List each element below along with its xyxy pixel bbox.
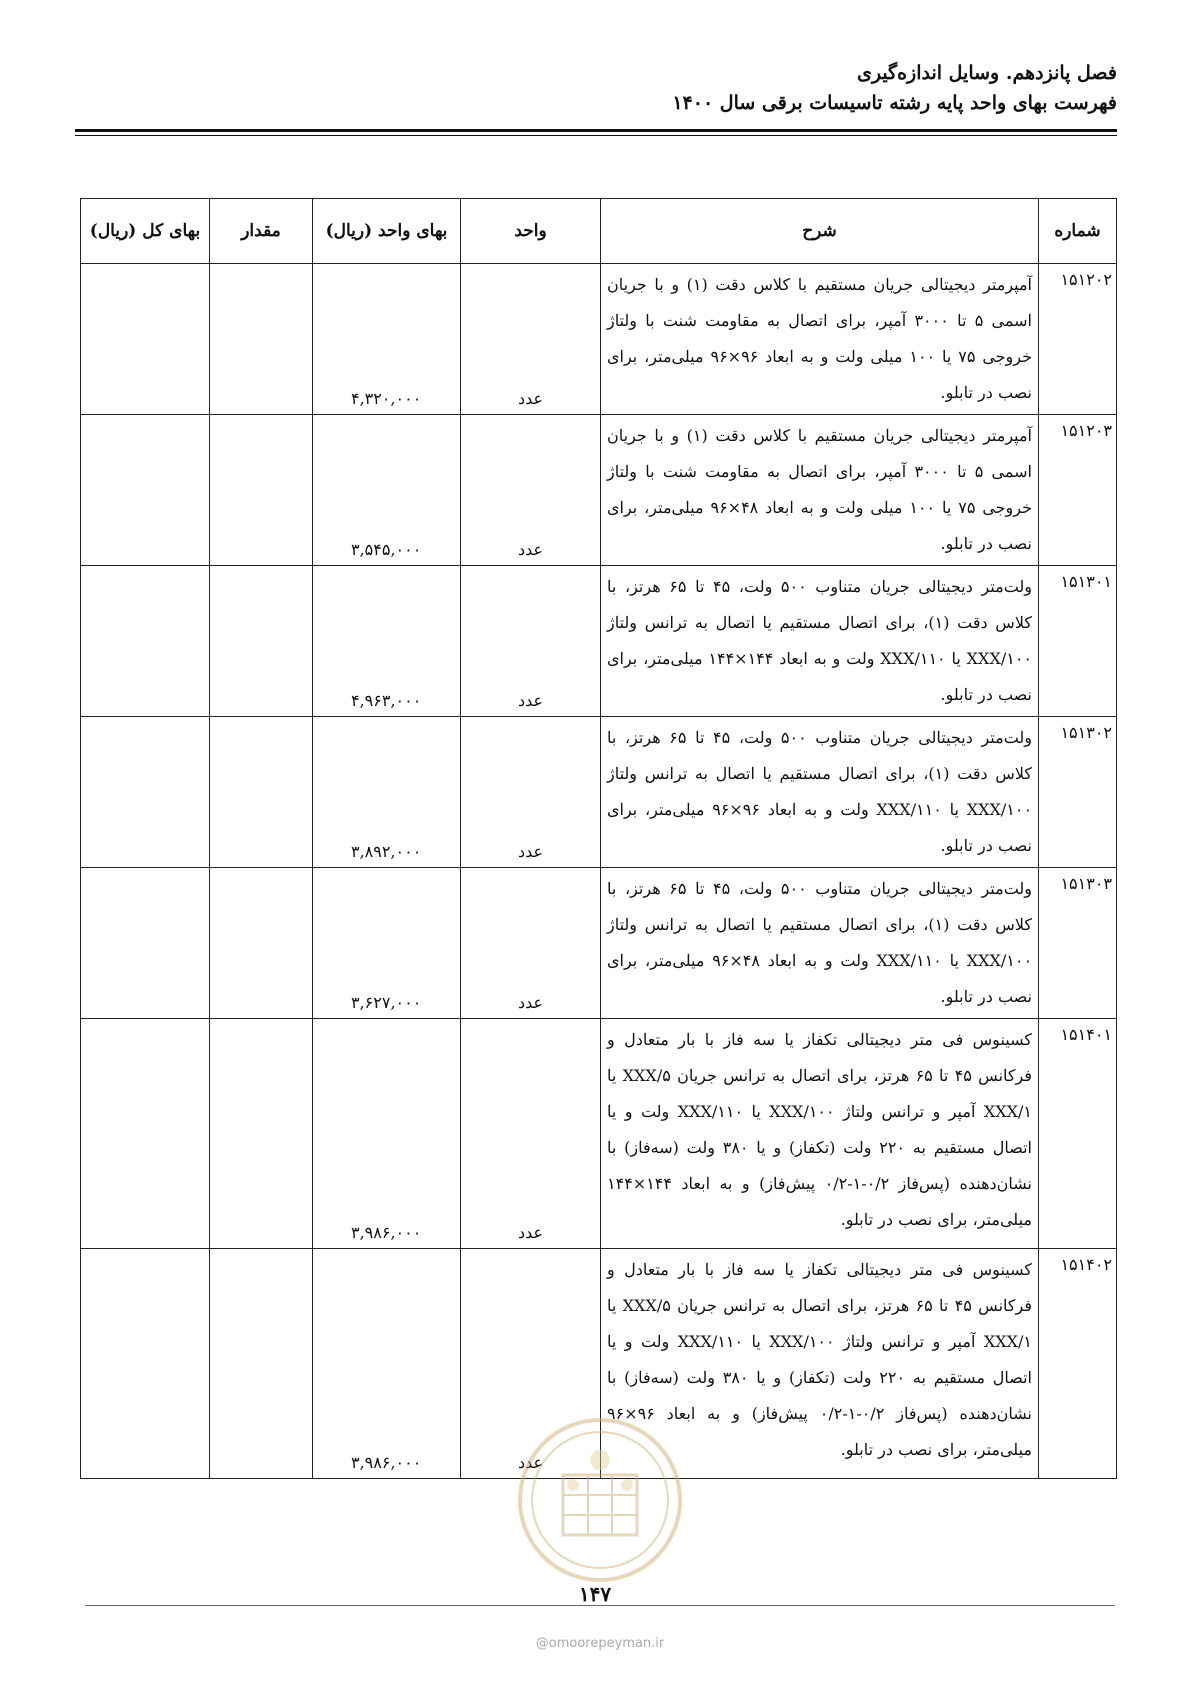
header-unit: واحد [461, 199, 601, 264]
row-quantity [210, 1019, 313, 1249]
row-unit-price: ۴,۳۲۰,۰۰۰ [313, 264, 461, 415]
row-unit: عدد [461, 415, 601, 566]
row-code: ۱۵۱۳۰۲ [1039, 717, 1117, 868]
price-list-table [80, 198, 1117, 1479]
row-description: آمپرمتر دیجیتالی جریان مستقیم با کلاس دقت (۱) و با جریان اسمی ۵ تا ۳۰۰۰ آمپر، برای اتصال به مقاومت شنت با ولتاژ خروجی ۷۵ یا ۱۰۰ میلی ولت و به ابعاد ۹۶×۹۶ میلی‌متر، برای نصب در تابلو. [601, 264, 1039, 415]
website-watermark: @omoorepeyman.ir [535, 1636, 665, 1651]
table-row [81, 415, 1117, 566]
header-rule-thin [75, 135, 1117, 136]
header-code: شماره [1039, 199, 1117, 264]
row-unit-price: ۳,۸۹۲,۰۰۰ [313, 717, 461, 868]
row-quantity [210, 717, 313, 868]
row-unit: عدد [461, 264, 601, 415]
row-unit-price: ۴,۹۶۳,۰۰۰ [313, 566, 461, 717]
row-unit: عدد [461, 566, 601, 717]
header-total-price: بهای کل (ریال) [81, 199, 210, 264]
table-row [81, 264, 1117, 415]
row-unit-price: ۳,۹۸۶,۰۰۰ [313, 1019, 461, 1249]
row-code: ۱۵۱۴۰۲ [1039, 1249, 1117, 1479]
row-unit: عدد [461, 717, 601, 868]
row-quantity [210, 566, 313, 717]
page-number: ۱۴۷ [578, 1582, 612, 1606]
row-quantity [210, 1249, 313, 1479]
row-total-price [81, 415, 210, 566]
header-rule-thick [75, 129, 1117, 132]
row-total-price [81, 1019, 210, 1249]
row-unit: عدد [461, 1019, 601, 1249]
row-unit-price: ۳,۹۸۶,۰۰۰ [313, 1249, 461, 1479]
header-description: شرح [601, 199, 1039, 264]
row-unit-price: ۳,۵۴۵,۰۰۰ [313, 415, 461, 566]
page-header [75, 58, 1117, 118]
row-unit: عدد [461, 868, 601, 1019]
row-description: ولت‌متر دیجیتالی جریان متناوب ۵۰۰ ولت، ۴۵ تا ۶۵ هرتز، با کلاس دقت (۱)، برای اتصال مستقیم یا اتصال به ترانس ولتاژ XXX/۱۰۰ یا XXX/۱۱۰ ولت و به ابعاد ۹۶×۹۶ میلی‌متر، برای نصب در تابلو. [601, 717, 1039, 868]
header-unit-price: بهای واحد (ریال) [313, 199, 461, 264]
table-row [81, 717, 1117, 868]
table-row [81, 566, 1117, 717]
watermark-seal-logo [515, 1415, 685, 1585]
header-quantity: مقدار [210, 199, 313, 264]
table-row [81, 1019, 1117, 1249]
row-quantity [210, 415, 313, 566]
row-quantity [210, 868, 313, 1019]
row-total-price [81, 566, 210, 717]
row-description: کسینوس فی متر دیجیتالی تکفاز یا سه فاز با بار متعادل و فرکانس ۴۵ تا ۶۵ هرتز، برای اتصال به ترانس جریان XXX/۵ یا XXX/۱ آمپر و ترانس ولتاژ XXX/۱۰۰ یا XXX/۱۱۰ ولت و یا اتصال مستقیم به ۲۲۰ ولت (تکفاز) و یا ۳۸۰ ولت (سه‌فاز) با نشان‌دهنده (پس‌فاز ۰/۲-۱-۰/۲ پیش‌فاز) و به ابعاد ۱۴۴×۱۴۴ میلی‌متر، برای نصب در تابلو. [601, 1019, 1039, 1249]
row-unit: عدد [461, 1249, 601, 1479]
row-total-price [81, 1249, 210, 1479]
row-quantity [210, 264, 313, 415]
row-unit-price: ۳,۶۲۷,۰۰۰ [313, 868, 461, 1019]
row-code: ۱۵۱۴۰۱ [1039, 1019, 1117, 1249]
row-code: ۱۵۱۲۰۲ [1039, 264, 1117, 415]
table-row [81, 868, 1117, 1019]
row-total-price [81, 717, 210, 868]
chapter-title: فصل پانزدهم. وسایل اندازه‌گیری [856, 62, 1117, 84]
row-total-price [81, 868, 210, 1019]
row-description: ولت‌متر دیجیتالی جریان متناوب ۵۰۰ ولت، ۴۵ تا ۶۵ هرتز، با کلاس دقت (۱)، برای اتصال مستقیم یا اتصال به ترانس ولتاژ XXX/۱۰۰ یا XXX/۱۱۰ ولت و به ابعاد ۴۸×۹۶ میلی‌متر، برای نصب در تابلو. [601, 868, 1039, 1019]
row-description: ولت‌متر دیجیتالی جریان متناوب ۵۰۰ ولت، ۴۵ تا ۶۵ هرتز، با کلاس دقت (۱)، برای اتصال مستقیم یا اتصال به ترانس ولتاژ XXX/۱۰۰ یا XXX/۱۱۰ ولت و به ابعاد ۱۴۴×۱۴۴ میلی‌متر، برای نصب در تابلو. [601, 566, 1039, 717]
row-description: کسینوس فی متر دیجیتالی تکفاز یا سه فاز با بار متعادل و فرکانس ۴۵ تا ۶۵ هرتز، برای اتصال به ترانس جریان XXX/۵ یا XXX/۱ آمپر و ترانس ولتاژ XXX/۱۰۰ یا XXX/۱۱۰ ولت و یا اتصال مستقیم به ۲۲۰ ولت (تکفاز) و یا ۳۸۰ ولت (سه‌فاز) با نشان‌دهنده (پس‌فاز ۰/۲-۱-۰/۲ پیش‌فاز) و به ابعاد ۹۶×۹۶ میلی‌متر، برای نصب در تابلو. [601, 1249, 1039, 1479]
table-header-row [81, 199, 1117, 264]
document-subtitle: فهرست بهای واحد پایه رشته تاسیسات برقی سال ۱۴۰۰ [672, 92, 1117, 114]
row-description: آمپرمتر دیجیتالی جریان مستقیم با کلاس دقت (۱) و با جریان اسمی ۵ تا ۳۰۰۰ آمپر، برای اتصال به مقاومت شنت با ولتاژ خروجی ۷۵ یا ۱۰۰ میلی ولت و به ابعاد ۴۸×۹۶ میلی‌متر، برای نصب در تابلو. [601, 415, 1039, 566]
row-code: ۱۵۱۲۰۳ [1039, 415, 1117, 566]
row-code: ۱۵۱۳۰۱ [1039, 566, 1117, 717]
row-total-price [81, 264, 210, 415]
row-code: ۱۵۱۳۰۳ [1039, 868, 1117, 1019]
